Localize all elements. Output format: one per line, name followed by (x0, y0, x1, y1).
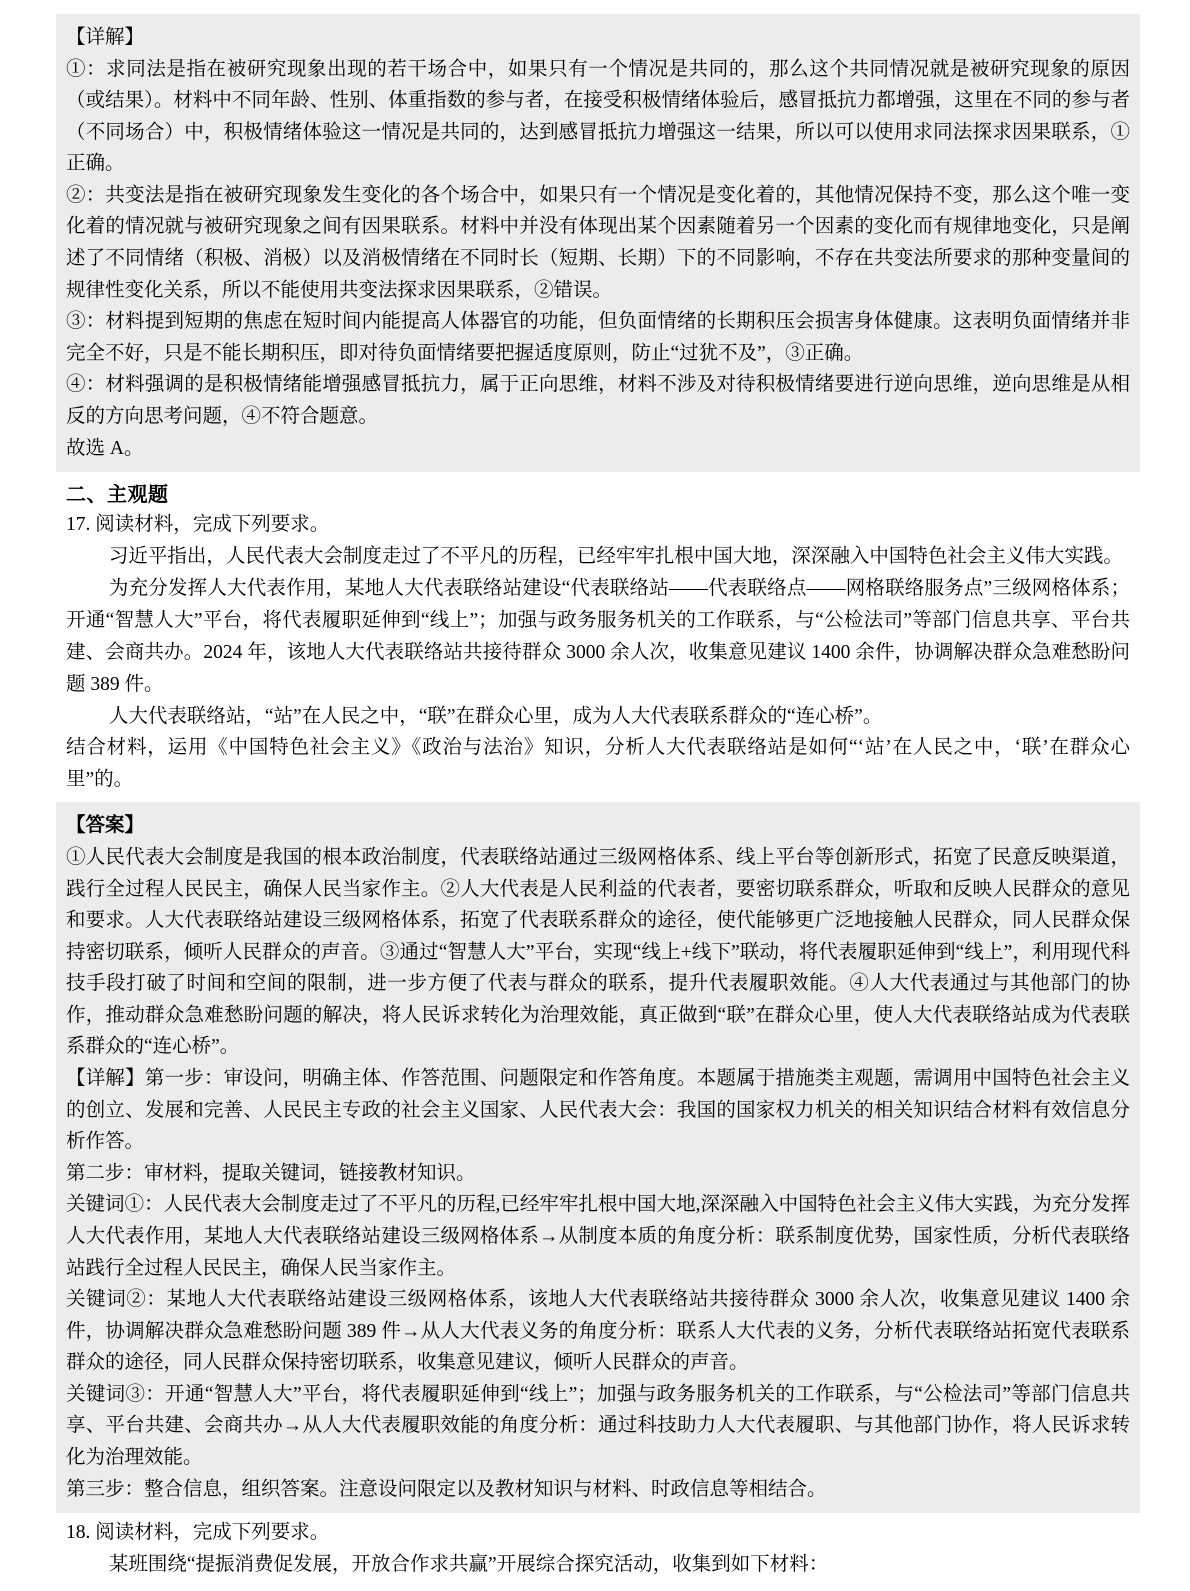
question-17-material-paragraph-2: 为充分发挥人大代表作用，某地人大代表联络站建设“代表联络站——代表联络点——网格联络服务点”三级网格体系；开通“智慧人大”平台，将代表履职延伸到“线上”；加强与政务服务机关的工作联系，与“公检法司”等部门信息共享、平台共建、会商共办。2024 年，该地人大代表联络站共接待群众 3000 余人次，收集意见建议 1400 余件，协调解决群众急难愁盼问题 389 件。 (66, 577, 1130, 695)
question-17-material (66, 541, 1130, 797)
answer-detail-paragraph-4: 关键词②：某地人大代表联络站建设三级网格体系，该地人大代表联络站共接待群众 3000 余人次，收集意见建议 1400 余件，协调解决群众急难愁盼问题 389 件→从人大代表义务的角度分析：联系人大代表的义务，分析代表联络站拓宽代表联系群众的途径，同人民群众保持密切联系，收集意见建议，倾听人民群众的声音。 (66, 1289, 1130, 1374)
answer-detail-paragraph-1: 【详解】第一步：审设问，明确主体、作答范围、问题限定和作答角度。本题属于措施类主观题，需调用中国特色社会主义的创立、发展和完善、人民民主专政的社会主义国家、人民代表大会：我国的国家权力机关的相关知识结合材料有效信息分析作答。 (66, 1068, 1130, 1153)
explanation-paragraph-3: ③：材料提到短期的焦虑在短时间内能提高人体器官的功能，但负面情绪的长期积压会损害身体健康。这表明负面情绪并非完全不好，只是不能长期积压，即对待负面情绪要把握适度原则，防止“过犹不及”，③正确。 (66, 311, 1130, 364)
question-17-answer-block (56, 802, 1140, 1513)
section-title-subjective: 二、主观题 (66, 484, 169, 507)
explanation-heading: 【详解】 (66, 27, 145, 48)
question-18-stem-line (66, 1517, 1130, 1549)
answer-detail-paragraph-2: 第二步：审材料，提取关键词，链接教材知识。 (66, 1162, 476, 1184)
question-17-stem: 阅读材料，完成下列要求。 (95, 514, 330, 536)
question-17-number: 17. (66, 514, 91, 536)
answer-body: ①人民代表大会制度是我国的根本政治制度，代表联络站通过三级网格体系、线上平台等创新形式，拓宽了民意反映渠道，践行全过程人民民主，确保人民当家作主。②人大代表是人民利益的代表者，要密切联系群众，听取和反映人民群众的意见和要求。人大代表联络站建设三级网格体系，拓宽了代表联系群众的途径，使代能够更广泛地接触人民群众，同人民群众保持密切联系，倾听人民群众的声音。③通过“智慧人大”平台，实现“线上+线下”联动，将代表履职延伸到“线上”，利用现代科技手段打破了时间和空间的限制，进一步方便了代表与群众的联系，提升代表履职效能。④人大代表通过与其他部门的协作，推动群众急难愁盼问题的解决，将人民诉求转化为治理效能，真正做到“联”在群众心里，使人大代表联络站成为代表联系群众的“连心桥”。 (66, 847, 1130, 1058)
question-18-number: 18. (66, 1522, 91, 1544)
question-18-material-paragraph: 某班围绕“提振消费促发展，开放合作求共赢”开展综合探究活动，收集到如下材料： (108, 1553, 829, 1575)
answer-detail-paragraph-5: 关键词③：开通“智慧人大”平台，将代表履职延伸到“线上”；加强与政务服务机关的工作联系，与“公检法司”等部门信息共享、平台共建、会商共办→从人大代表履职效能的角度分析：通过科技助力人大代表履职、与其他部门协作，将人民诉求转化为治理效能。 (66, 1383, 1130, 1468)
explanation-conclusion: 故选 A。 (66, 437, 144, 459)
question-17-material-paragraph-3: 人大代表联络站，“站”在人民之中，“联”在群众心里，成为人大代表联系群众的“连心桥”。 (108, 705, 883, 727)
question-18-stem: 阅读材料，完成下列要求。 (95, 1522, 330, 1544)
explanation-paragraph-1: ①：求同法是指在被研究现象出现的若干场合中，如果只有一个情况是共同的，那么这个共同情况就是被研究现象的原因（或结果）。材料中不同年龄、性别、体重指数的参与者，在接受积极情绪体验后，感冒抵抗力都增强，这里在不同的参与者（不同场合）中，积极情绪体验这一情况是共同的，达到感冒抵抗力增强这一结果，所以可以使用求同法探求因果联系，①正确。 (66, 58, 1130, 175)
answer-detail-paragraph-6: 第三步：整合信息，组织答案。注意设问限定以及教材知识与材料、时政信息等相结合。 (66, 1478, 827, 1500)
explanation-block-1 (56, 14, 1140, 472)
question-17-stem-line (66, 509, 1130, 541)
answer-heading: 【答案】 (66, 815, 145, 837)
question-17-task: 结合材料，运用《中国特色社会主义》《政治与法治》知识，分析人大代表联络站是如何“‘站’在人民之中，‘联’在群众心里”的。 (66, 737, 1130, 791)
explanation-paragraph-2: ②：共变法是指在被研究现象发生变化的各个场合中，如果只有一个情况是变化着的，其他情况保持不变，那么这个唯一变化着的情况就与被研究现象之间有因果联系。材料中并没有体现出某个因素随着另一个因素的变化而有规律地变化，只是阐述了不同情绪（积极、消极）以及消极情绪在不同时长（短期、长期）下的不同影响，不存在共变法所要求的那种变量间的规律性变化关系，所以不能使用共变法探求因果联系，②错误。 (66, 184, 1130, 301)
explanation-paragraph-4: ④：材料强调的是积极情绪能增强感冒抵抗力，属于正向思维，材料不涉及对待积极情绪要进行逆向思维，逆向思维是从相反的方向思考问题，④不符合题意。 (66, 374, 1130, 427)
answer-detail-paragraph-3: 关键词①：人民代表大会制度走过了不平凡的历程,已经牢牢扎根中国大地,深深融入中国特色社会主义伟大实践，为充分发挥人大代表作用，某地人大代表联络站建设三级网格体系→从制度本质的角度分析：联系制度优势，国家性质，分析代表联络站践行全过程人民民主，确保人民当家作主。 (66, 1194, 1130, 1279)
question-17-material-paragraph-1: 习近平指出，人民代表大会制度走过了不平凡的历程，已经牢牢扎根中国大地，深深融入中国特色社会主义伟大实践。 (108, 545, 1123, 567)
